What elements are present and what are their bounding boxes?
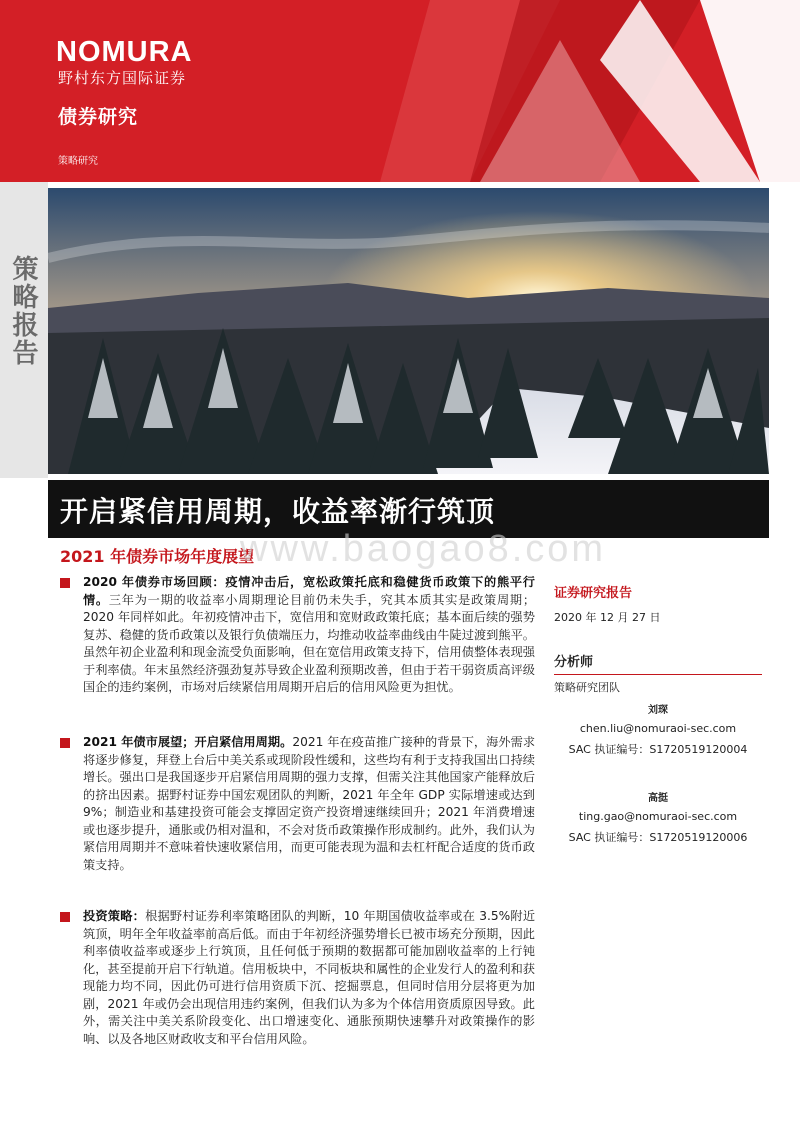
paragraph-strategy: [83, 908, 535, 1048]
company-name: 野村东方国际证券: [58, 69, 187, 87]
analyst-name: 高挺: [648, 793, 668, 804]
header-graphic: [0, 0, 800, 182]
report-subtitle: 2021 年债券市场年度展望: [60, 547, 255, 566]
paragraph-lead: 投资策略：: [83, 909, 146, 923]
hero-image: [48, 188, 769, 474]
analyst-name: 刘琛: [648, 705, 668, 716]
category-label: 策略研究: [58, 156, 98, 167]
paragraph-review: [83, 574, 535, 697]
nomura-logo: NOMURA: [56, 36, 193, 68]
report-date: 2020 年 12 月 27 日: [554, 611, 661, 624]
paragraph-lead: 2020 年债券市场回顾：疫情冲击后，宽松政策托底和稳健货币政策下的熊平行情。: [83, 575, 535, 607]
side-label: 策略报告: [8, 255, 38, 367]
analyst-sac: SAC 执证编号：S1720519120004: [568, 743, 748, 756]
paragraph-lead: 2021 年债市展望；开启紧信用周期。: [83, 735, 293, 749]
bullet-square-icon: [60, 578, 70, 588]
analyst-email[interactable]: ting.gao@nomuraoi-sec.com: [578, 810, 738, 823]
watermark-text: www.baogao8.com: [240, 528, 607, 570]
report-title: 开启紧信用周期，收益率渐行筑顶: [60, 495, 496, 528]
paragraph-outlook: [83, 734, 535, 874]
paragraph-body: 2021 年在疫苗推广接种的背景下，海外需求将逐步修复，拜登上台后中美关系或现阶段性缓和，这些均有利于支持我国出口持续增长。强出口是我国逐步开启紧信用周期的强力支撑，但需关注其他国家产能释放后的挤出因素。据野村证券中国宏观团队的判断，2021 年全年 GDP 实际增速或达到 9%；制造业和基建投资可能会支撑固定资产投资增速继续回升；2021 年消费增速或也逐步提升，通胀或仍相对温和，不会对货币政策操作形成制约。此外，我们认为紧信用周期并不意味着快速收紧信用，而更可能表现为温和去杠杆配合适度的货币政策支持。: [83, 735, 536, 872]
paragraph-body: 三年为一期的收益率小周期理论目前仍未失手，究其本质其实是政策周期；2020 年同样如此。年初疫情冲击下，宽信用和宽财政政策托底；基本面后续的强势复苏、稳健的货币政策以及银行负债端压力，均推动收益率曲线由牛陡过渡到熊平。虽然年初企业盈利和现金流受负面影响，但在宽信用政策支持下，信用债整体表现强于利率债。年末虽然经济强劲复苏导致企业盈利预期改善，但由于若干弱资质高评级国企的违约案例，市场对后续紧信用周期开启后的信用风险更为担忧。: [83, 592, 536, 694]
paragraph-body: 根据野村证券利率策略团队的判断，10 年期国债收益率或在 3.5%附近筑顶，明年全年收益率前高后低。而由于年初经济强势增长已被市场充分预期，因此利率债收益率或逐步上行筑顶，且任何低于预期的数据都可能加剧收益率的上行钝化，甚至提前开启下行轨道。信用板块中，不同板块和属性的企业发行人的盈利和获现能力均不同，因此仍可进行信用资质下沉、挖掘票息，但同时信用分层将更为加剧，2021 年或仍会出现信用违约案例，但我们认为多为个体信用资质原因导致。此外，需关注中美关系阶段变化、出口增速变化、通胀预期快速攀升对政策操作的影响、以及各地区财政收支和平台信用风险。: [83, 909, 536, 1046]
analyst-email[interactable]: chen.liu@nomuraoi-sec.com: [579, 722, 737, 735]
analyst-heading: 分析师: [554, 651, 762, 675]
report-type: 证券研究报告: [554, 586, 633, 601]
bullet-square-icon: [60, 912, 70, 922]
analyst-sac: SAC 执证编号：S1720519120006: [568, 831, 748, 844]
winter-forest-sunset-image: [48, 188, 769, 474]
header-banner: [0, 0, 800, 182]
analyst-team: 策略研究团队: [554, 681, 620, 694]
bullet-square-icon: [60, 738, 70, 748]
report-info-sidebar: [554, 582, 762, 845]
section-title: 债券研究: [58, 106, 139, 128]
